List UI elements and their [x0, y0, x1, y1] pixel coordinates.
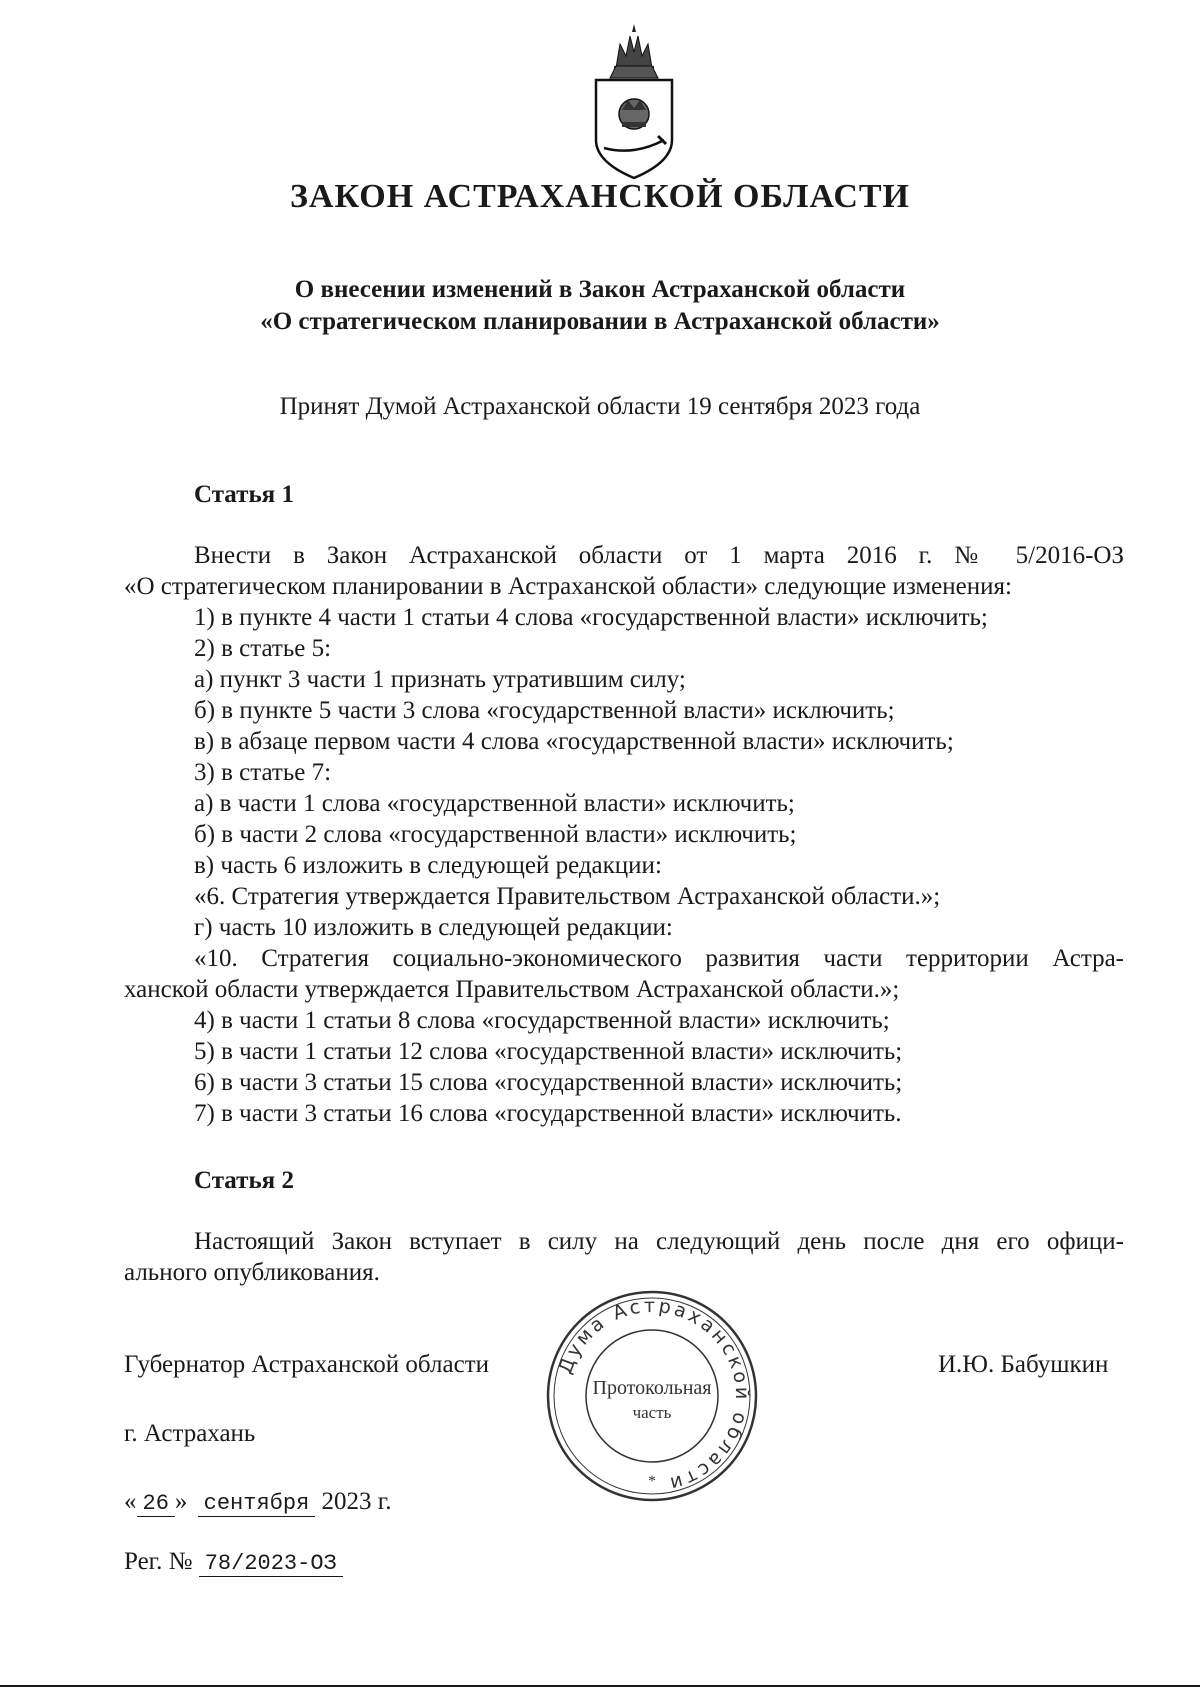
article1-item: 5) в части 1 статьи 12 слова «государственной власти» исключить;: [194, 1038, 903, 1065]
article1-item: 4) в части 1 статьи 8 слова «государственной власти» исключить;: [194, 1007, 890, 1034]
official-stamp: [542, 1286, 762, 1506]
stamp-ring-text: Дума Астраханской области: [554, 1294, 754, 1496]
signatory-position: Губернатор Астраханской области: [124, 1351, 490, 1378]
coat-of-arms-emblem: [586, 22, 682, 182]
article1-item: 3) в статье 7:: [194, 759, 332, 786]
article1-item: а) в части 1 слова «государственной власти» исключить;: [194, 790, 795, 817]
registration-number: [124, 1548, 343, 1576]
reg-label: Рег. №: [124, 1548, 193, 1575]
law-subtitle-line2: «О стратегическом планировании в Астраханской области»: [260, 308, 940, 335]
date-open-quote: «: [124, 1488, 137, 1515]
reg-number: 78/2023-ОЗ: [199, 1551, 343, 1577]
article2-text-line1: Настоящий Закон вступает в силу на следующий день после дня его офици-: [194, 1228, 1124, 1255]
article1-intro-line1: Внести в Закон Астраханской области от 1 марта 2016 г. № 5/2016-ОЗ: [194, 542, 1124, 569]
article1-item: б) в пункте 5 части 3 слова «государственной власти» исключить;: [194, 697, 895, 724]
stamp-center-line2: часть: [632, 1403, 672, 1422]
article1-item: 6) в части 3 статьи 15 слова «государственной власти» исключить;: [194, 1069, 903, 1096]
bottom-divider: [0, 1685, 1200, 1687]
stamp-center-line1: Протокольная: [592, 1377, 712, 1399]
adoption-statement: Принят Думой Астраханской области 19 сентября 2023 года: [279, 393, 921, 420]
article1-item: ханской области утверждается Правительством Астраханской области.»;: [124, 976, 900, 1003]
article1-item: «6. Стратегия утверждается Правительством Астраханской области.»;: [194, 883, 941, 910]
date-day: 26: [137, 1491, 175, 1517]
date-close-quote: »: [174, 1488, 188, 1515]
law-title: ЗАКОН АСТРАХАНСКОЙ ОБЛАСТИ: [289, 178, 911, 215]
stamp-star-icon: *: [648, 1473, 656, 1490]
article1-item: в) часть 6 изложить в следующей редакции:: [194, 852, 662, 879]
signing-date: [124, 1488, 391, 1516]
article1-intro-line2: «О стратегическом планировании в Астраханской области» следующие изменения:: [124, 573, 1012, 600]
article1-item: б) в части 2 слова «государственной власти» исключить;: [194, 821, 797, 848]
article2-text-line2: ального опубликования.: [124, 1259, 380, 1286]
article2-heading: Статья 2: [194, 1167, 294, 1194]
article1-item: в) в абзаце первом части 4 слова «государственной власти» исключить;: [194, 728, 954, 755]
article1-item: а) пункт 3 части 1 признать утратившим силу;: [194, 666, 686, 693]
article1-item: 2) в статье 5:: [194, 635, 332, 662]
date-year: 2023 г.: [321, 1488, 392, 1515]
signatory-name: И.Ю. Бабушкин: [938, 1351, 1109, 1378]
law-subtitle-line1: О внесении изменений в Закон Астраханской области: [294, 276, 906, 303]
article1-item: 7) в части 3 статьи 16 слова «государственной власти» исключить.: [194, 1100, 902, 1127]
signing-city: г. Астрахань: [124, 1420, 256, 1447]
date-month: сентября: [198, 1491, 316, 1517]
article1-heading: Статья 1: [194, 481, 294, 508]
article1-item: «10. Стратегия социально-экономического развития части территории Астра-: [194, 945, 1124, 972]
article1-item: г) часть 10 изложить в следующей редакции:: [194, 914, 673, 941]
article1-item: 1) в пункте 4 части 1 статьи 4 слова «государственной власти» исключить;: [194, 604, 988, 631]
